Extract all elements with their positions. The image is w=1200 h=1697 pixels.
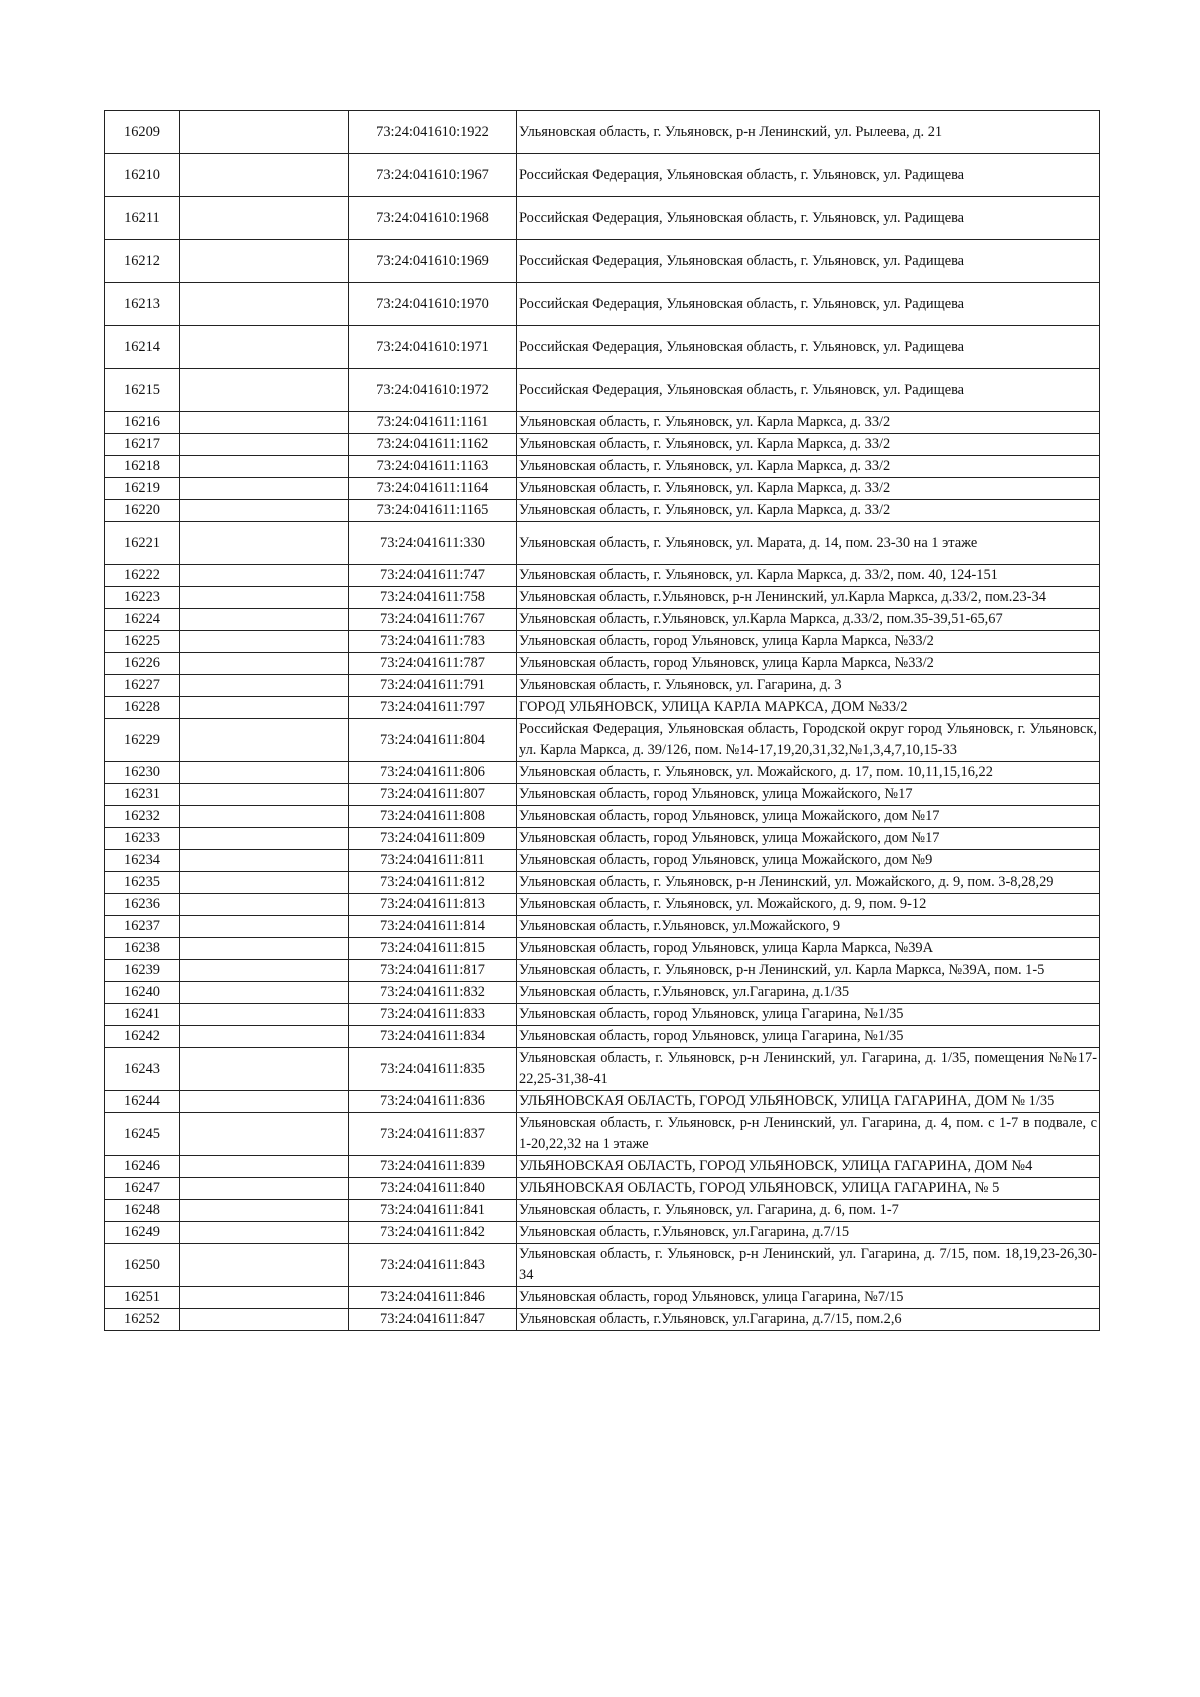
- table-row: [105, 850, 1100, 872]
- row-number-cell: 16227: [105, 675, 180, 697]
- empty-cell: [180, 587, 349, 609]
- table-row: [105, 1004, 1100, 1026]
- registry-body: [105, 111, 1100, 1331]
- address-cell: Ульяновская область, г. Ульяновск, ул. Карла Маркса, д. 33/2: [517, 456, 1100, 478]
- cadastral-number-cell: 73:24:041610:1969: [349, 240, 517, 283]
- cadastral-number-cell: 73:24:041611:847: [349, 1309, 517, 1331]
- empty-cell: [180, 960, 349, 982]
- table-row: [105, 1244, 1100, 1287]
- empty-cell: [180, 806, 349, 828]
- address-cell: Российская Федерация, Ульяновская область, г. Ульяновск, ул. Радищева: [517, 154, 1100, 197]
- cadastral-number-cell: 73:24:041611:832: [349, 982, 517, 1004]
- row-number-cell: 16250: [105, 1244, 180, 1287]
- cadastral-number-cell: 73:24:041611:1161: [349, 412, 517, 434]
- row-number-cell: 16248: [105, 1200, 180, 1222]
- address-cell: Российская Федерация, Ульяновская область, г. Ульяновск, ул. Радищева: [517, 240, 1100, 283]
- row-number-cell: 16224: [105, 609, 180, 631]
- cadastral-number-cell: 73:24:041611:330: [349, 522, 517, 565]
- address-cell: Ульяновская область, г. Ульяновск, ул. Карла Маркса, д. 33/2: [517, 412, 1100, 434]
- table-row: [105, 1178, 1100, 1200]
- empty-cell: [180, 828, 349, 850]
- table-row: [105, 522, 1100, 565]
- address-cell: Ульяновская область, г.Ульяновск, ул.Можайского, 9: [517, 916, 1100, 938]
- cadastral-number-cell: 73:24:041611:1162: [349, 434, 517, 456]
- row-number-cell: 16246: [105, 1156, 180, 1178]
- table-row: [105, 587, 1100, 609]
- empty-cell: [180, 283, 349, 326]
- row-number-cell: 16213: [105, 283, 180, 326]
- table-row: [105, 500, 1100, 522]
- cadastral-number-cell: 73:24:041611:758: [349, 587, 517, 609]
- empty-cell: [180, 719, 349, 762]
- empty-cell: [180, 916, 349, 938]
- cadastral-number-cell: 73:24:041611:846: [349, 1287, 517, 1309]
- cadastral-number-cell: 73:24:041611:807: [349, 784, 517, 806]
- cadastral-number-cell: 73:24:041611:1164: [349, 478, 517, 500]
- row-number-cell: 16221: [105, 522, 180, 565]
- empty-cell: [180, 631, 349, 653]
- address-cell: Российская Федерация, Ульяновская область, Городской округ город Ульяновск, г. Ульяновск, ул. Карла Маркса, д. 39/126, пом. №14-17,19,20,31,32,№1,3,4,7,10,15-33: [517, 719, 1100, 762]
- table-row: [105, 283, 1100, 326]
- table-row: [105, 456, 1100, 478]
- table-row: [105, 1309, 1100, 1331]
- address-cell: Ульяновская область, город Ульяновск, улица Карла Маркса, №33/2: [517, 653, 1100, 675]
- table-row: [105, 1156, 1100, 1178]
- address-cell: Ульяновская область, г. Ульяновск, ул. Можайского, д. 9, пом. 9-12: [517, 894, 1100, 916]
- address-cell: Ульяновская область, г. Ульяновск, ул. Карла Маркса, д. 33/2: [517, 500, 1100, 522]
- address-cell: УЛЬЯНОВСКАЯ ОБЛАСТЬ, ГОРОД УЛЬЯНОВСК, УЛИЦА ГАГАРИНА, ДОМ №4: [517, 1156, 1100, 1178]
- table-row: [105, 828, 1100, 850]
- table-row: [105, 1091, 1100, 1113]
- address-cell: Российская Федерация, Ульяновская область, г. Ульяновск, ул. Радищева: [517, 283, 1100, 326]
- row-number-cell: 16225: [105, 631, 180, 653]
- table-row: [105, 369, 1100, 412]
- empty-cell: [180, 1091, 349, 1113]
- address-cell: Ульяновская область, г.Ульяновск, ул.Гагарина, д.1/35: [517, 982, 1100, 1004]
- cadastral-number-cell: 73:24:041611:813: [349, 894, 517, 916]
- address-cell: Ульяновская область, г. Ульяновск, ул. Карла Маркса, д. 33/2: [517, 478, 1100, 500]
- address-cell: Ульяновская область, г.Ульяновск, ул.Карла Маркса, д.33/2, пом.35-39,51-65,67: [517, 609, 1100, 631]
- empty-cell: [180, 154, 349, 197]
- cadastral-number-cell: 73:24:041611:835: [349, 1048, 517, 1091]
- cadastral-number-cell: 73:24:041611:804: [349, 719, 517, 762]
- empty-cell: [180, 412, 349, 434]
- address-cell: Ульяновская область, г.Ульяновск, ул.Гагарина, д.7/15, пом.2,6: [517, 1309, 1100, 1331]
- row-number-cell: 16244: [105, 1091, 180, 1113]
- cadastral-number-cell: 73:24:041611:841: [349, 1200, 517, 1222]
- table-row: [105, 1287, 1100, 1309]
- address-cell: Ульяновская область, г. Ульяновск, р-н Ленинский, ул. Можайского, д. 9, пом. 3-8,28,29: [517, 872, 1100, 894]
- row-number-cell: 16231: [105, 784, 180, 806]
- empty-cell: [180, 500, 349, 522]
- table-row: [105, 1200, 1100, 1222]
- cadastral-number-cell: 73:24:041611:806: [349, 762, 517, 784]
- empty-cell: [180, 565, 349, 587]
- empty-cell: [180, 697, 349, 719]
- row-number-cell: 16211: [105, 197, 180, 240]
- row-number-cell: 16226: [105, 653, 180, 675]
- address-cell: Ульяновская область, город Ульяновск, улица Можайского, дом №9: [517, 850, 1100, 872]
- empty-cell: [180, 894, 349, 916]
- row-number-cell: 16223: [105, 587, 180, 609]
- empty-cell: [180, 784, 349, 806]
- table-row: [105, 565, 1100, 587]
- cadastral-number-cell: 73:24:041611:812: [349, 872, 517, 894]
- empty-cell: [180, 456, 349, 478]
- empty-cell: [180, 111, 349, 154]
- address-cell: Ульяновская область, г. Ульяновск, ул. Можайского, д. 17, пом. 10,11,15,16,22: [517, 762, 1100, 784]
- empty-cell: [180, 522, 349, 565]
- address-cell: Ульяновская область, г.Ульяновск, р-н Ленинский, ул.Карла Маркса, д.33/2, пом.23-34: [517, 587, 1100, 609]
- address-cell: Ульяновская область, г. Ульяновск, ул. Гагарина, д. 3: [517, 675, 1100, 697]
- address-cell: Российская Федерация, Ульяновская область, г. Ульяновск, ул. Радищева: [517, 197, 1100, 240]
- address-cell: ГОРОД УЛЬЯНОВСК, УЛИЦА КАРЛА МАРКСА, ДОМ №33/2: [517, 697, 1100, 719]
- empty-cell: [180, 675, 349, 697]
- table-row: [105, 197, 1100, 240]
- address-cell: УЛЬЯНОВСКАЯ ОБЛАСТЬ, ГОРОД УЛЬЯНОВСК, УЛИЦА ГАГАРИНА, № 5: [517, 1178, 1100, 1200]
- row-number-cell: 16243: [105, 1048, 180, 1091]
- cadastral-number-cell: 73:24:041611:843: [349, 1244, 517, 1287]
- table-row: [105, 806, 1100, 828]
- cadastral-number-cell: 73:24:041611:811: [349, 850, 517, 872]
- table-row: [105, 719, 1100, 762]
- table-row: [105, 675, 1100, 697]
- table-row: [105, 1113, 1100, 1156]
- cadastral-number-cell: 73:24:041610:1970: [349, 283, 517, 326]
- cadastral-number-cell: 73:24:041611:817: [349, 960, 517, 982]
- table-row: [105, 434, 1100, 456]
- address-cell: Ульяновская область, г. Ульяновск, ул. Карла Маркса, д. 33/2: [517, 434, 1100, 456]
- empty-cell: [180, 762, 349, 784]
- row-number-cell: 16245: [105, 1113, 180, 1156]
- table-row: [105, 762, 1100, 784]
- address-cell: Ульяновская область, г. Ульяновск, ул. Марата, д. 14, пом. 23-30 на 1 этаже: [517, 522, 1100, 565]
- row-number-cell: 16233: [105, 828, 180, 850]
- row-number-cell: 16240: [105, 982, 180, 1004]
- table-row: [105, 1026, 1100, 1048]
- empty-cell: [180, 1222, 349, 1244]
- cadastral-number-cell: 73:24:041611:791: [349, 675, 517, 697]
- empty-cell: [180, 1026, 349, 1048]
- empty-cell: [180, 1156, 349, 1178]
- row-number-cell: 16229: [105, 719, 180, 762]
- row-number-cell: 16249: [105, 1222, 180, 1244]
- registry-table: [104, 110, 1100, 1331]
- row-number-cell: 16220: [105, 500, 180, 522]
- empty-cell: [180, 1004, 349, 1026]
- address-cell: Ульяновская область, г. Ульяновск, р-н Ленинский, ул. Гагарина, д. 7/15, пом. 18,19,23-26,30-34: [517, 1244, 1100, 1287]
- cadastral-number-cell: 73:24:041611:836: [349, 1091, 517, 1113]
- address-cell: Ульяновская область, город Ульяновск, улица Карла Маркса, №39А: [517, 938, 1100, 960]
- address-cell: Ульяновская область, г. Ульяновск, ул. Карла Маркса, д. 33/2, пом. 40, 124-151: [517, 565, 1100, 587]
- empty-cell: [180, 872, 349, 894]
- cadastral-number-cell: 73:24:041611:787: [349, 653, 517, 675]
- table-row: [105, 631, 1100, 653]
- address-cell: Ульяновская область, город Ульяновск, улица Можайского, дом №17: [517, 828, 1100, 850]
- address-cell: Ульяновская область, город Ульяновск, улица Карла Маркса, №33/2: [517, 631, 1100, 653]
- row-number-cell: 16230: [105, 762, 180, 784]
- table-row: [105, 960, 1100, 982]
- cadastral-number-cell: 73:24:041611:815: [349, 938, 517, 960]
- empty-cell: [180, 1244, 349, 1287]
- row-number-cell: 16236: [105, 894, 180, 916]
- address-cell: УЛЬЯНОВСКАЯ ОБЛАСТЬ, ГОРОД УЛЬЯНОВСК, УЛИЦА ГАГАРИНА, ДОМ № 1/35: [517, 1091, 1100, 1113]
- cadastral-number-cell: 73:24:041611:834: [349, 1026, 517, 1048]
- table-row: [105, 982, 1100, 1004]
- table-row: [105, 653, 1100, 675]
- row-number-cell: 16232: [105, 806, 180, 828]
- table-row: [105, 240, 1100, 283]
- row-number-cell: 16216: [105, 412, 180, 434]
- table-row: [105, 478, 1100, 500]
- row-number-cell: 16237: [105, 916, 180, 938]
- address-cell: Ульяновская область, г. Ульяновск, р-н Ленинский, ул. Карла Маркса, №39А, пом. 1-5: [517, 960, 1100, 982]
- row-number-cell: 16234: [105, 850, 180, 872]
- cadastral-number-cell: 73:24:041611:837: [349, 1113, 517, 1156]
- address-cell: Ульяновская область, г. Ульяновск, р-н Ленинский, ул. Рылеева, д. 21: [517, 111, 1100, 154]
- row-number-cell: 16252: [105, 1309, 180, 1331]
- table-row: [105, 938, 1100, 960]
- empty-cell: [180, 1309, 349, 1331]
- row-number-cell: 16212: [105, 240, 180, 283]
- row-number-cell: 16214: [105, 326, 180, 369]
- address-cell: Ульяновская область, город Ульяновск, улица Можайского, дом №17: [517, 806, 1100, 828]
- address-cell: Ульяновская область, г.Ульяновск, ул.Гагарина, д.7/15: [517, 1222, 1100, 1244]
- cadastral-number-cell: 73:24:041610:1922: [349, 111, 517, 154]
- table-row: [105, 1222, 1100, 1244]
- row-number-cell: 16251: [105, 1287, 180, 1309]
- address-cell: Ульяновская область, город Ульяновск, улица Гагарина, №7/15: [517, 1287, 1100, 1309]
- row-number-cell: 16209: [105, 111, 180, 154]
- cadastral-number-cell: 73:24:041611:1165: [349, 500, 517, 522]
- address-cell: Ульяновская область, город Ульяновск, улица Можайского, №17: [517, 784, 1100, 806]
- address-cell: Ульяновская область, г. Ульяновск, ул. Гагарина, д. 6, пом. 1-7: [517, 1200, 1100, 1222]
- row-number-cell: 16210: [105, 154, 180, 197]
- table-row: [105, 916, 1100, 938]
- cadastral-number-cell: 73:24:041611:809: [349, 828, 517, 850]
- row-number-cell: 16235: [105, 872, 180, 894]
- row-number-cell: 16215: [105, 369, 180, 412]
- cadastral-number-cell: 73:24:041611:840: [349, 1178, 517, 1200]
- row-number-cell: 16247: [105, 1178, 180, 1200]
- empty-cell: [180, 1200, 349, 1222]
- row-number-cell: 16222: [105, 565, 180, 587]
- empty-cell: [180, 1048, 349, 1091]
- cadastral-number-cell: 73:24:041611:833: [349, 1004, 517, 1026]
- row-number-cell: 16228: [105, 697, 180, 719]
- address-cell: Российская Федерация, Ульяновская область, г. Ульяновск, ул. Радищева: [517, 369, 1100, 412]
- table-row: [105, 1048, 1100, 1091]
- address-cell: Ульяновская область, город Ульяновск, улица Гагарина, №1/35: [517, 1026, 1100, 1048]
- row-number-cell: 16242: [105, 1026, 180, 1048]
- cadastral-number-cell: 73:24:041611:783: [349, 631, 517, 653]
- table-row: [105, 154, 1100, 197]
- row-number-cell: 16219: [105, 478, 180, 500]
- row-number-cell: 16238: [105, 938, 180, 960]
- cadastral-number-cell: 73:24:041611:797: [349, 697, 517, 719]
- row-number-cell: 16241: [105, 1004, 180, 1026]
- empty-cell: [180, 1178, 349, 1200]
- cadastral-number-cell: 73:24:041610:1972: [349, 369, 517, 412]
- empty-cell: [180, 478, 349, 500]
- row-number-cell: 16239: [105, 960, 180, 982]
- empty-cell: [180, 609, 349, 631]
- empty-cell: [180, 938, 349, 960]
- address-cell: Ульяновская область, город Ульяновск, улица Гагарина, №1/35: [517, 1004, 1100, 1026]
- cadastral-number-cell: 73:24:041611:839: [349, 1156, 517, 1178]
- cadastral-number-cell: 73:24:041611:767: [349, 609, 517, 631]
- row-number-cell: 16218: [105, 456, 180, 478]
- empty-cell: [180, 326, 349, 369]
- empty-cell: [180, 1287, 349, 1309]
- empty-cell: [180, 369, 349, 412]
- table-row: [105, 609, 1100, 631]
- row-number-cell: 16217: [105, 434, 180, 456]
- cadastral-number-cell: 73:24:041611:808: [349, 806, 517, 828]
- table-row: [105, 872, 1100, 894]
- empty-cell: [180, 240, 349, 283]
- cadastral-number-cell: 73:24:041611:1163: [349, 456, 517, 478]
- empty-cell: [180, 982, 349, 1004]
- table-row: [105, 697, 1100, 719]
- cadastral-number-cell: 73:24:041611:747: [349, 565, 517, 587]
- address-cell: Ульяновская область, г. Ульяновск, р-н Ленинский, ул. Гагарина, д. 1/35, помещения №№17-22,25-31,38-41: [517, 1048, 1100, 1091]
- empty-cell: [180, 1113, 349, 1156]
- empty-cell: [180, 197, 349, 240]
- table-row: [105, 326, 1100, 369]
- cadastral-number-cell: 73:24:041610:1967: [349, 154, 517, 197]
- table-row: [105, 784, 1100, 806]
- empty-cell: [180, 850, 349, 872]
- table-row: [105, 412, 1100, 434]
- address-cell: Ульяновская область, г. Ульяновск, р-н Ленинский, ул. Гагарина, д. 4, пом. с 1-7 в подвале, с 1-20,22,32 на 1 этаже: [517, 1113, 1100, 1156]
- cadastral-number-cell: 73:24:041611:842: [349, 1222, 517, 1244]
- empty-cell: [180, 434, 349, 456]
- cadastral-number-cell: 73:24:041610:1968: [349, 197, 517, 240]
- empty-cell: [180, 653, 349, 675]
- cadastral-number-cell: 73:24:041610:1971: [349, 326, 517, 369]
- address-cell: Российская Федерация, Ульяновская область, г. Ульяновск, ул. Радищева: [517, 326, 1100, 369]
- table-row: [105, 894, 1100, 916]
- cadastral-number-cell: 73:24:041611:814: [349, 916, 517, 938]
- table-row: [105, 111, 1100, 154]
